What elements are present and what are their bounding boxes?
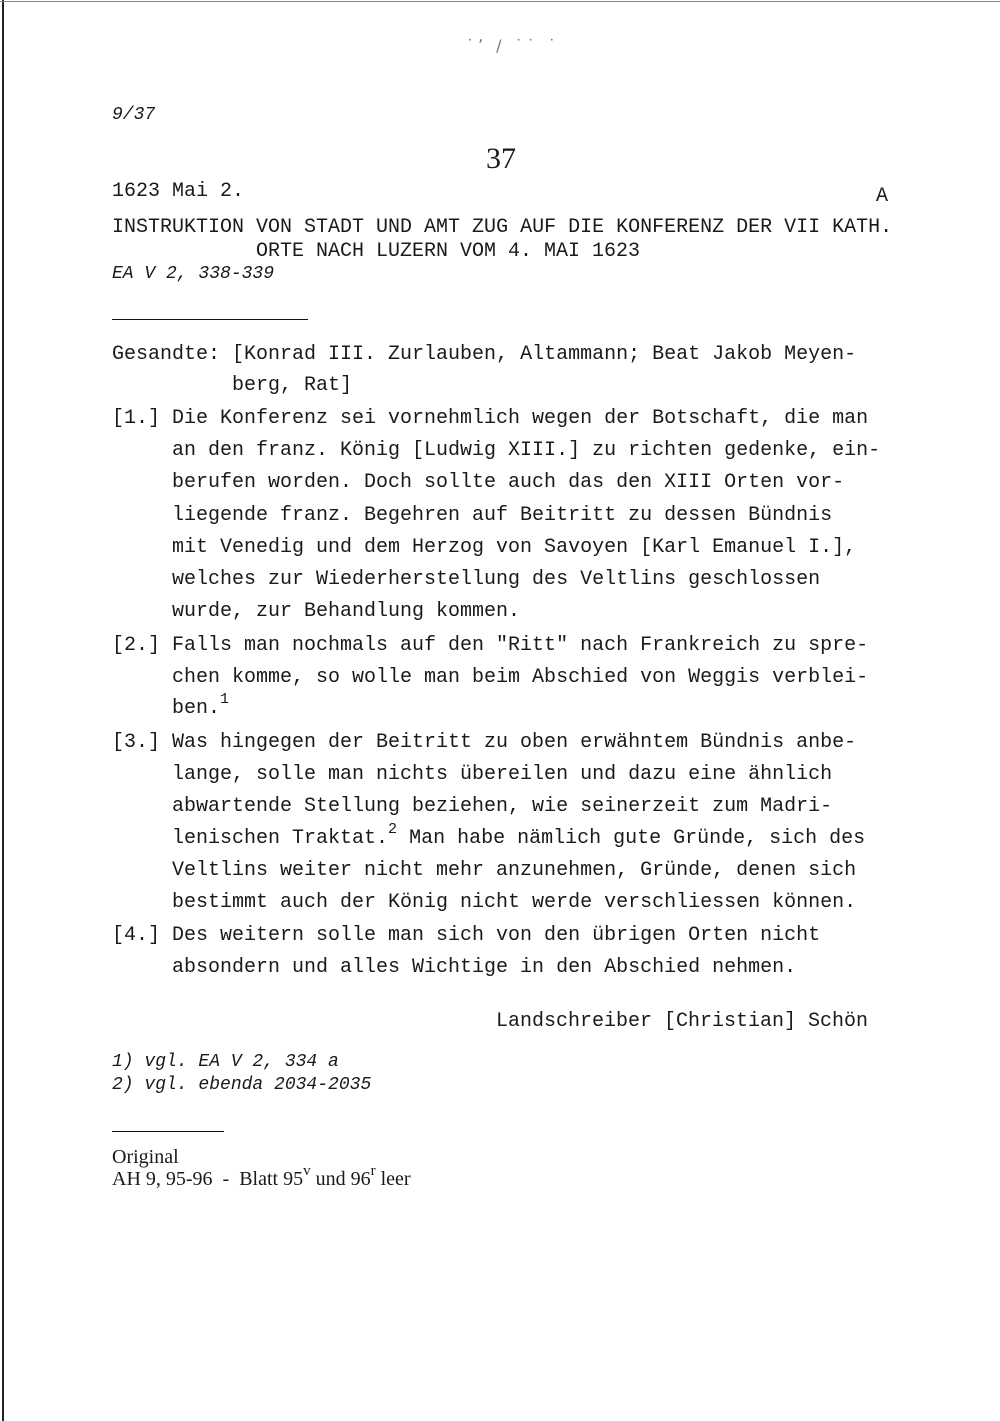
signature: Landschreiber [Christian] Schön xyxy=(496,1010,869,1033)
item-text-line: berufen worden. Doch sollte auch das den XIII Orten vor- xyxy=(172,471,845,494)
envoys-line1: Gesandte: [Konrad III. Zurlauben, Altammann; Beat Jakob Meyen- xyxy=(112,343,857,366)
item-number: [2.] xyxy=(112,634,161,657)
item-text-line: lange, solle man nichts übereilen und dazu eine ähnlich xyxy=(172,763,833,786)
envoys-line2: berg, Rat] xyxy=(232,374,353,397)
item-text-line xyxy=(172,691,230,720)
footnote-mark: 2 xyxy=(388,821,398,838)
item-text-line: mit Venedig und dem Herzog von Savoyen [Karl Emanuel I.], xyxy=(172,536,857,559)
item-text-line: liegende franz. Begehren auf Beitritt zu dessen Bündnis xyxy=(172,504,833,527)
footnote-mark: 1 xyxy=(220,691,230,708)
document-title-line1: INSTRUKTION VON STADT UND AMT ZUG AUF DIE KONFERENZ DER VII KATH. xyxy=(112,216,893,239)
recto-mark: r xyxy=(370,1163,376,1179)
item-text-line: absondern und alles Wichtige in den Abschied nehmen. xyxy=(172,956,797,979)
verso-mark: v xyxy=(303,1163,311,1179)
item-text: ben. xyxy=(172,697,221,720)
item-number: [3.] xyxy=(112,731,161,754)
provenance-text: leer xyxy=(375,1168,411,1190)
item-text-line: Veltlins weiter nicht mehr anzunehmen, Gründe, denen sich xyxy=(172,859,857,882)
item-text-line: wurde, zur Behandlung kommen. xyxy=(172,600,521,623)
item-text-line: chen komme, so wolle man beim Abschied von Weggis verblei- xyxy=(172,666,869,689)
item-text-line: abwartende Stellung beziehen, wie seinerzeit zum Madri- xyxy=(172,795,833,818)
archive-ref: 9/37 xyxy=(112,105,156,125)
page-number: 37 xyxy=(486,142,516,175)
item-text: lenischen Traktat. xyxy=(172,827,389,850)
item-text-line: Falls man nochmals auf den "Ritt" nach Frankreich zu spre- xyxy=(172,634,869,657)
item-text-line: Des weitern solle man sich von den übrigen Orten nicht xyxy=(172,924,821,947)
scan-edge-left xyxy=(2,0,4,1421)
item-text-line: Die Konferenz sei vornehmlich wegen der Botschaft, die man xyxy=(172,407,869,430)
provenance-label: Original xyxy=(112,1146,179,1168)
scan-marks: ˙ʼ / ˙˙ ˙ xyxy=(466,36,560,55)
item-number: [4.] xyxy=(112,924,161,947)
header-divider xyxy=(112,319,308,320)
item-text-line: Was hingegen der Beitritt zu oben erwähntem Bündnis anbe- xyxy=(172,731,857,754)
source-reference: EA V 2, 338-339 xyxy=(112,264,275,284)
footnote-divider xyxy=(112,1131,224,1132)
item-text-line: bestimmt auch der König nicht werde verschliessen können. xyxy=(172,891,857,914)
provenance-text: AH 9, 95-96 - Blatt 95 xyxy=(112,1168,304,1190)
item-text-line xyxy=(172,821,866,850)
item-text-line: welches zur Wiederherstellung des Veltlins geschlossen xyxy=(172,568,821,591)
document-date: 1623 Mai 2. xyxy=(112,180,245,203)
scan-edge-top xyxy=(0,1,1000,2)
item-number: [1.] xyxy=(112,407,161,430)
footnote: 1) vgl. EA V 2, 334 a xyxy=(112,1052,339,1072)
item-text-line: an den franz. König [Ludwig XIII.] zu richten gedenke, ein- xyxy=(172,439,881,462)
document-letter: A xyxy=(876,185,889,208)
provenance-text: und 96 xyxy=(310,1168,371,1190)
document-title-line2: ORTE NACH LUZERN VOM 4. MAI 1623 xyxy=(256,240,641,263)
provenance-reference xyxy=(112,1163,411,1191)
footnote: 2) vgl. ebenda 2034-2035 xyxy=(112,1075,372,1095)
item-text: Man habe nämlich gute Gründe, sich des xyxy=(397,827,866,850)
